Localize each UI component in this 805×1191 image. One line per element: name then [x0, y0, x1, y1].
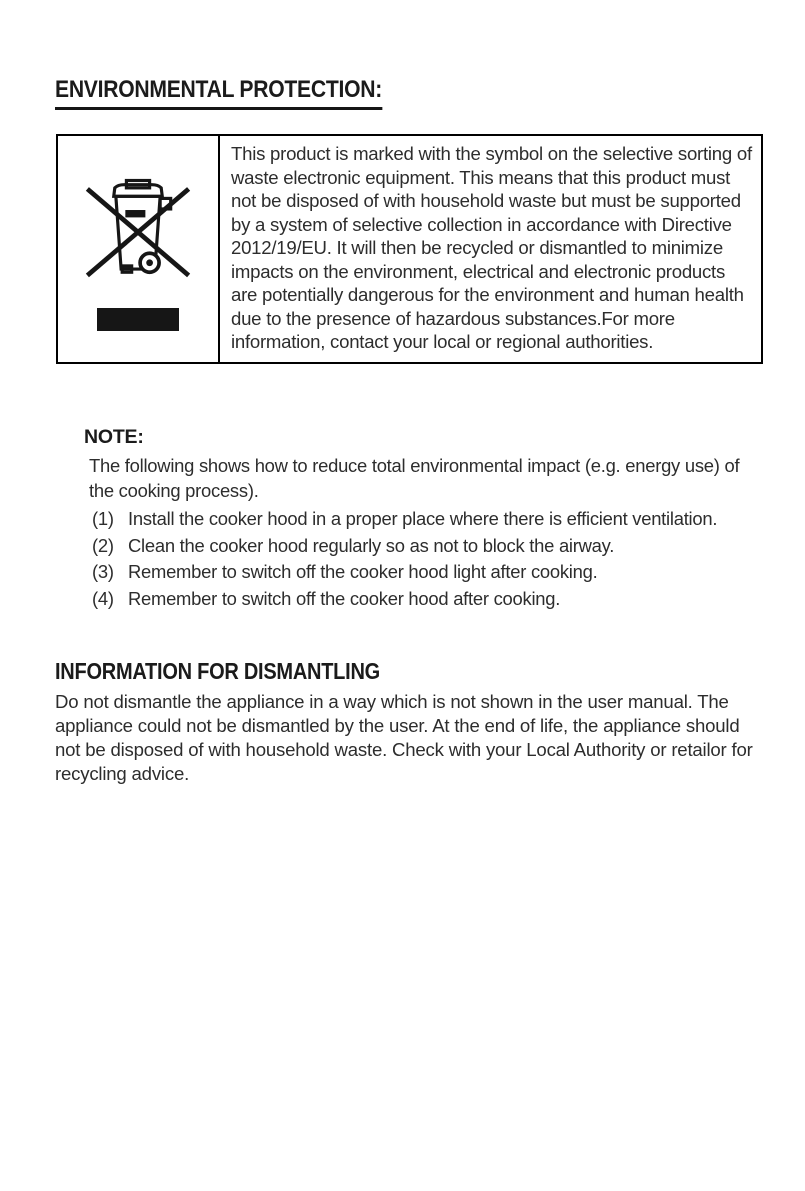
weee-symbol-cell [58, 136, 220, 362]
note-list [92, 506, 765, 612]
list-item-number: (2) [92, 534, 114, 556]
list-item [92, 559, 765, 586]
list-item-text: Remember to switch off the cooker hood light after cooking. [128, 561, 598, 583]
list-item [92, 533, 765, 560]
weee-text-cell [220, 136, 761, 362]
list-item [92, 586, 765, 613]
weee-info-box [56, 134, 763, 364]
weee-crossed-bin-icon [80, 166, 196, 292]
list-item [92, 506, 765, 533]
list-item-text: Remember to switch off the cooker hood after cooking. [128, 587, 561, 609]
weee-black-bar [97, 308, 179, 331]
list-item-number: (3) [92, 561, 114, 583]
dismantling-section [55, 658, 760, 786]
list-item-number: (4) [92, 587, 114, 609]
list-item-number: (1) [92, 508, 114, 530]
weee-paragraph: This product is marked with the symbol on the selective sorting of waste electronic equipment. This means that this product must not be disposed of with household waste but must be supported by a system of selective collection in accordance with Directive 2012/19/EU. It will then be recycled or dismantled to minimize impacts on the environment, electrical and electronic products are potentially dangerous for the environment and human health due to the presence of hazardous substances.For more information, contact your local or regional authorities. [231, 143, 752, 353]
note-intro: The following shows how to reduce total environmental impact (e.g. energy use) of the cooking process). [89, 454, 740, 502]
dismantling-paragraph: Do not dismantle the appliance in a way which is not shown in the user manual. The appliance could not be dismantled by the user. At the end of life, the appliance should not be disposed of with household waste. Check with your Local Authority or retailor for recycling advice. [55, 691, 753, 785]
dismantling-heading: INFORMATION FOR DISMANTLING [55, 658, 380, 685]
list-item-text: Clean the cooker hood regularly so as not to block the airway. [128, 534, 615, 556]
note-heading: NOTE: [84, 425, 144, 448]
list-item-text: Install the cooker hood in a proper place where there is efficient ventilation. [128, 508, 718, 530]
page-title: ENVIRONMENTAL PROTECTION: [55, 76, 382, 110]
note-section [84, 426, 765, 613]
